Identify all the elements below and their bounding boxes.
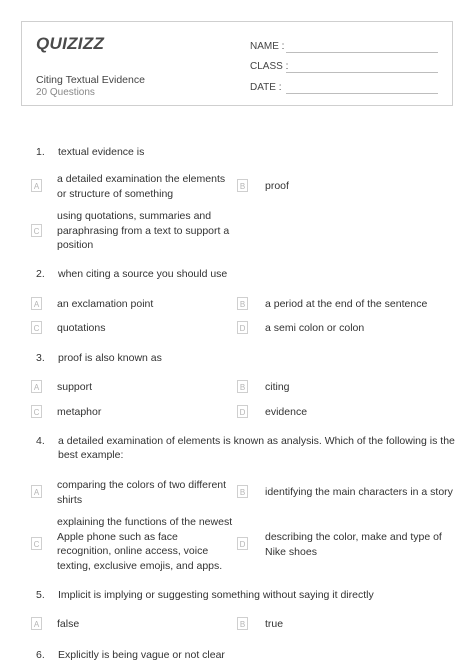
question-text: a detailed examination of elements is known as analysis. Which of the following is the best example: bbox=[58, 435, 455, 461]
worksheet-title: Citing Textual Evidence bbox=[36, 74, 145, 86]
option-text: comparing the colors of two different shirts bbox=[57, 479, 227, 506]
question-number: 4. bbox=[36, 435, 45, 447]
option-text: a semi colon or colon bbox=[265, 322, 365, 334]
question-text: when citing a source you should use bbox=[58, 268, 228, 280]
option-text: describing the color, make and type of Nike shoes bbox=[265, 531, 442, 558]
question-text: proof is also known as bbox=[58, 352, 162, 364]
quizizz-logo: QUIZIZZ bbox=[36, 34, 105, 53]
option-letter-a: A bbox=[31, 179, 42, 192]
option-text: metaphor bbox=[57, 406, 102, 418]
option-letter-c: C bbox=[31, 537, 42, 550]
option-letter-a: A bbox=[31, 617, 42, 630]
name-label: NAME : bbox=[250, 41, 285, 52]
option-letter-b: B bbox=[237, 179, 248, 192]
option-text: evidence bbox=[265, 406, 308, 418]
option-letter-a: A bbox=[31, 485, 42, 498]
option-text: identifying the main characters in a story bbox=[265, 486, 453, 498]
date-label: DATE : bbox=[250, 82, 282, 93]
option-letter-a: A bbox=[31, 380, 42, 393]
question-number: 3. bbox=[36, 352, 45, 364]
option-text: an exclamation point bbox=[57, 298, 154, 310]
question-number: 1. bbox=[36, 146, 45, 158]
option-letter-c: C bbox=[31, 321, 42, 334]
option-letter-d: D bbox=[237, 321, 248, 334]
option-text: proof bbox=[265, 180, 289, 192]
option-text: support bbox=[57, 381, 93, 393]
date-line bbox=[286, 93, 438, 94]
name-line bbox=[286, 52, 438, 53]
option-text: explaining the functions of the newest Apple phone such as face recognition, online access, voice texting, exclusive emojis, and apps. bbox=[57, 516, 233, 572]
option-text: a period at the end of the sentence bbox=[265, 298, 428, 310]
class-label: CLASS : bbox=[250, 61, 289, 72]
class-line bbox=[286, 72, 438, 73]
option-letter-c: C bbox=[31, 224, 42, 237]
option-letter-d: D bbox=[237, 405, 248, 418]
option-text: true bbox=[265, 618, 284, 630]
question-number: 6. bbox=[36, 649, 45, 661]
option-letter-c: C bbox=[31, 405, 42, 418]
option-text: citing bbox=[265, 381, 290, 393]
question-text: Explicitly is being vague or not clear bbox=[58, 649, 225, 661]
option-text: using quotations, summaries and paraphrasing from a text to support a position bbox=[57, 210, 230, 251]
option-text: a detailed examination the elements or structure of something bbox=[57, 173, 226, 200]
option-text: false bbox=[57, 618, 80, 630]
option-letter-b: B bbox=[237, 485, 248, 498]
option-letter-d: D bbox=[237, 537, 248, 550]
worksheet-question-count: 20 Questions bbox=[36, 87, 95, 98]
question-number: 5. bbox=[36, 589, 45, 601]
option-letter-a: A bbox=[31, 297, 42, 310]
question-text: Implicit is implying or suggesting something without saying it directly bbox=[58, 589, 374, 601]
question-text: textual evidence is bbox=[58, 146, 145, 158]
option-letter-b: B bbox=[237, 380, 248, 393]
option-letter-b: B bbox=[237, 617, 248, 630]
option-letter-b: B bbox=[237, 297, 248, 310]
option-text: quotations bbox=[57, 322, 106, 334]
question-number: 2. bbox=[36, 268, 45, 280]
